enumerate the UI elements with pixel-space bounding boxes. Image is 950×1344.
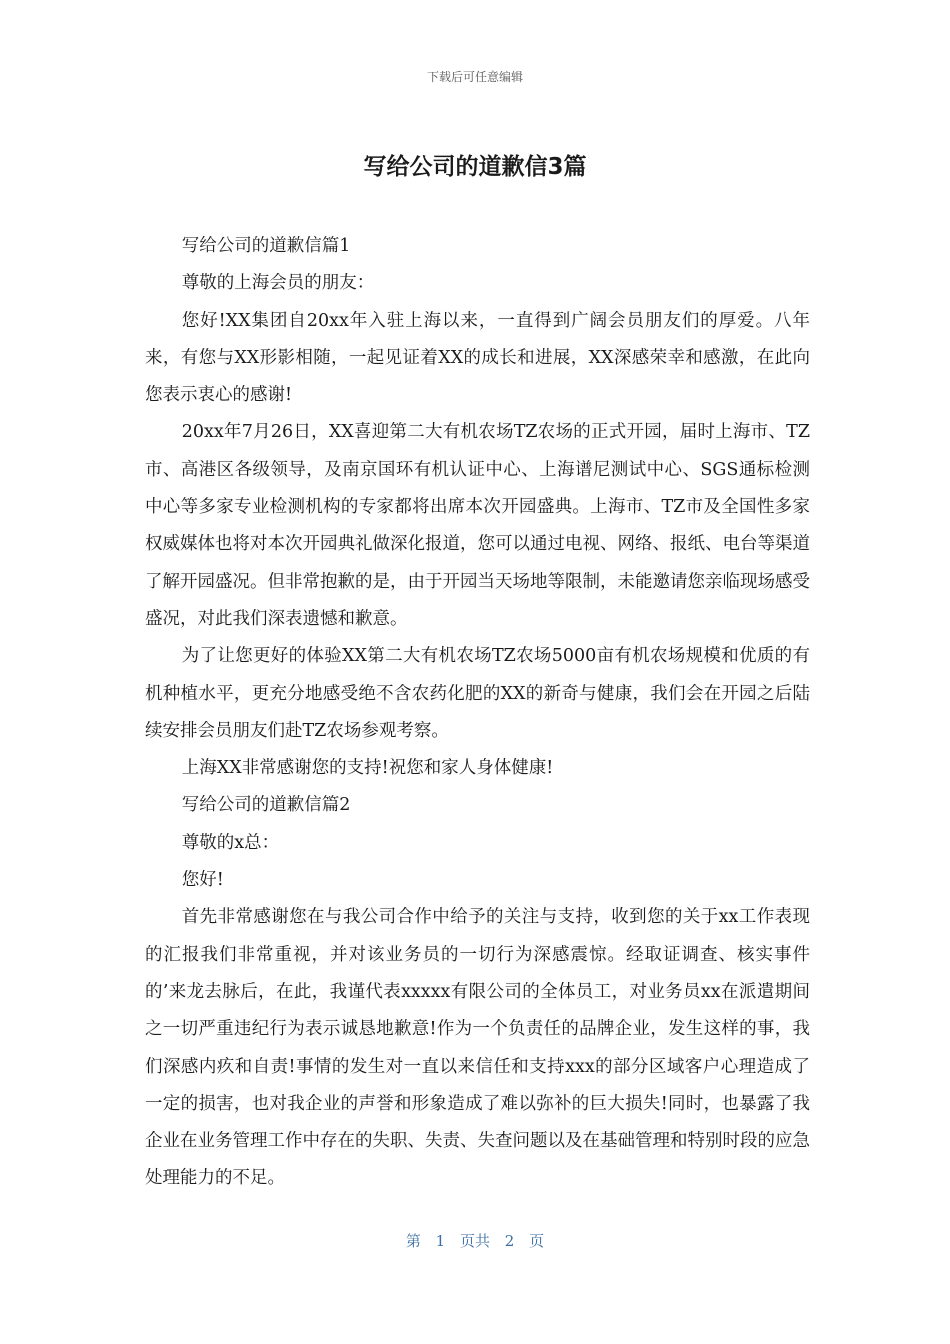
- page-footer: 第 1 页共 2 页: [405, 1232, 545, 1250]
- paragraph-salutation-1: 尊敬的上海会员的朋友：: [181, 273, 375, 294]
- header-note: 下载后可任意编辑: [426, 70, 523, 84]
- paragraph-body: 您好!XX集团自20xx年入驻上海以来，一直得到广阔会员朋友们的厚爱。八年来，有您与XX形影相随，一起见证着XX的成长和进展，XX深感荣幸和感激，在此向您表示衷心的感谢!: [145, 310, 810, 406]
- paragraph-body: 20xx年7月26日，XX喜迎第二大有机农场TZ农场的正式开园，届时上海市、TZ市、高港区各级领导，及南京国环有机认证中心、上海谱尼测试中心、SGS通标检测中心等多家专业检测机构的专家都将出席本次开园盛典。上海市、TZ市及全国性多家权威媒体也将对本次开园典礼做深化报道，您可以通过电视、网络、报纸、电台等渠道了解开园盛况。但非常抱歉的是，由于开园当天场地等限制，未能邀请您亲临现场感受盛况，对此我们深表遗憾和歉意。: [145, 422, 810, 629]
- paragraph-salutation-2: 尊敬的x总：: [181, 832, 280, 853]
- paragraph-section-heading-2: 写给公司的道歉信篇2: [181, 795, 351, 816]
- paragraph-greeting-2: 您好!: [181, 870, 224, 891]
- paragraph-closing-1: 上海XX非常感谢您的支持!祝您和家人身体健康!: [181, 758, 554, 779]
- document-title: 写给公司的道歉信3篇: [363, 154, 587, 180]
- document-body: [145, 228, 810, 1198]
- paragraph-section-heading-1: 写给公司的道歉信篇1: [181, 236, 351, 256]
- paragraph-body: 首先非常感谢您在与我公司合作中给予的关注与支持，收到您的关于xx工作表现的汇报我们非常重视，并对该业务员的一切行为深感震惊。经取证调查、核实事件的’来龙去脉后，在此，我谨代表xxxxx有限公司的全体员工，对业务员xx在派遣期间之一切严重违纪行为表示诚恳地歉意!作为一个负责任的品牌企业，发生这样的事，我们深感内疚和自责!事情的发生对一直以来信任和支持xxx的部分区域客户心理造成了一定的损害，也对我企业的声誉和形象造成了难以弥补的巨大损失!同时，也暴露了我企业在业务管理工作中存在的失职、失责、失查问题以及在基础管理和特别时段的应急处理能力的不足。: [145, 907, 810, 1189]
- paragraph-body: 为了让您更好的体验XX第二大有机农场TZ农场5000亩有机农场规模和优质的有机种植水平，更充分地感受绝不含农药化肥的XX的新奇与健康，我们会在开园之后陆续安排会员朋友们赴TZ农场参观考察。: [145, 646, 810, 741]
